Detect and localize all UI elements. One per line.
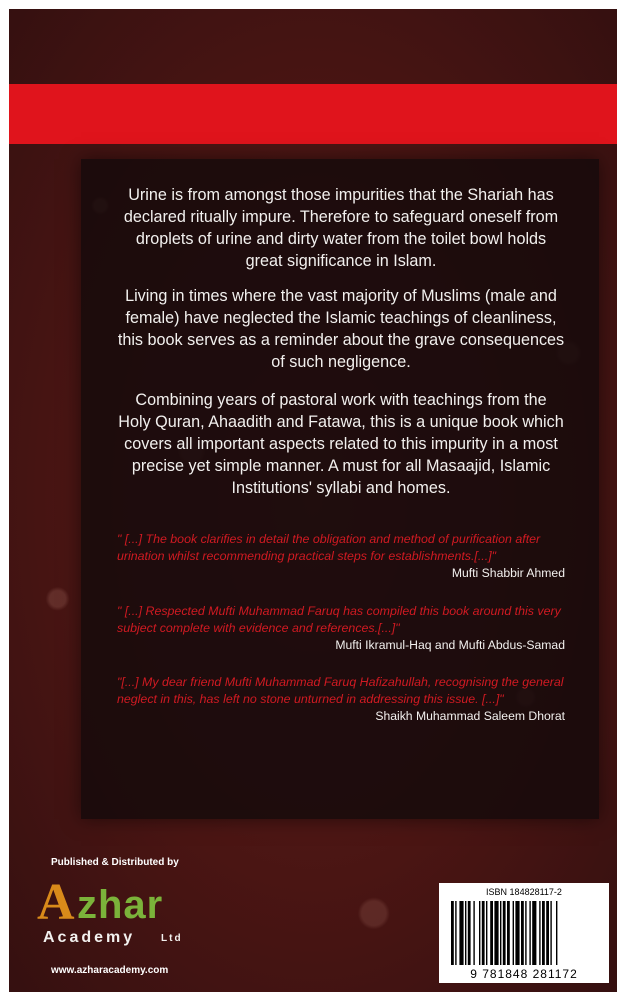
endorsement-2	[117, 603, 565, 654]
logo-ltd-text: Ltd	[161, 933, 183, 944]
logo-letter-a: A	[37, 874, 75, 931]
barcode-bar	[507, 901, 510, 965]
endorsement-1	[117, 531, 565, 582]
endorsement-text: "[...] My dear friend Mufti Muhammad Faruq Hafizahullah, recognising the general neglect in this, has left no stone unturned in addressing this issue. [...]"	[117, 675, 564, 706]
barcode-digits: 9 781848 281172	[470, 967, 578, 981]
azhar-academy-logo	[35, 875, 205, 955]
barcode-bar	[465, 901, 466, 965]
endorsement-author: Mufti Shabbir Ahmed	[451, 566, 565, 580]
blurb-paragraph-3: Combining years of pastoral work with teachings from the Holy Quran, Ahaadith and Fatawa, this is a unique book which covers all important aspects related to this impurity in a most precise yet simple manner. A must for all Masaajid, Islamic Institutions' syllabi and homes.	[118, 391, 564, 497]
isbn-label: ISBN 184828117-2	[486, 887, 562, 897]
publisher-website: www.azharacademy.com	[51, 965, 169, 976]
barcode-bar	[490, 901, 493, 965]
publisher-label: Published & Distributed by	[51, 857, 179, 868]
endorsement-author: Mufti Ikramul-Haq and Mufti Abdus-Samad	[335, 638, 565, 652]
barcode-bar	[455, 901, 456, 965]
barcode-bar	[539, 901, 540, 965]
barcode-bar	[459, 901, 463, 965]
barcode-bar	[494, 901, 498, 965]
blurb-panel	[81, 159, 599, 819]
endorsement-text: " [...] Respected Mufti Muhammad Faruq has compiled this book around this very subject complete with evidence and references.[...]"	[117, 604, 561, 635]
barcode-bar	[546, 901, 549, 965]
barcode-bar	[500, 901, 501, 965]
barcode-bar	[532, 901, 536, 965]
logo-wordmark: zhar	[77, 883, 164, 927]
blurb-paragraph-1: Urine is from amongst those impurities that the Shariah has declared ritually impure. Therefore to safeguard oneself from droplets of urine and dirty water from the toilet bowl holds great significance in Islam.	[123, 186, 559, 270]
barcode-bar	[468, 901, 471, 965]
endorsement-text: " [...] The book clarifies in detail the obligation and method of purification after urination whilst recommending practical steps for establishments.[...]"	[117, 532, 541, 563]
barcode-bar	[451, 901, 454, 965]
barcode-bar	[515, 901, 519, 965]
barcode-bar	[529, 901, 530, 965]
barcode-bar	[482, 901, 485, 965]
blurb-paragraph-2: Living in times where the vast majority of Muslims (male and female) have neglected the Islamic teachings of cleanliness, this book serves as a reminder about the grave consequences of such negligence.	[117, 287, 565, 371]
barcode-icon	[449, 901, 599, 965]
barcode-bar	[479, 901, 480, 965]
barcode-bar	[521, 901, 524, 965]
barcode-bar	[513, 901, 514, 965]
barcode-bar	[486, 901, 487, 965]
endorsement-3	[117, 674, 565, 725]
barcode-bar	[473, 901, 474, 965]
red-band	[9, 84, 617, 144]
logo-academy-text: Academy	[43, 929, 136, 946]
book-back-cover	[9, 9, 617, 992]
barcode-bar	[556, 901, 557, 965]
barcode-bar	[542, 901, 545, 965]
isbn-barcode	[439, 883, 609, 983]
barcode-bar	[550, 901, 551, 965]
endorsement-author: Shaikh Muhammad Saleem Dhorat	[375, 709, 565, 723]
barcode-bar	[503, 901, 506, 965]
barcode-bar	[525, 901, 526, 965]
